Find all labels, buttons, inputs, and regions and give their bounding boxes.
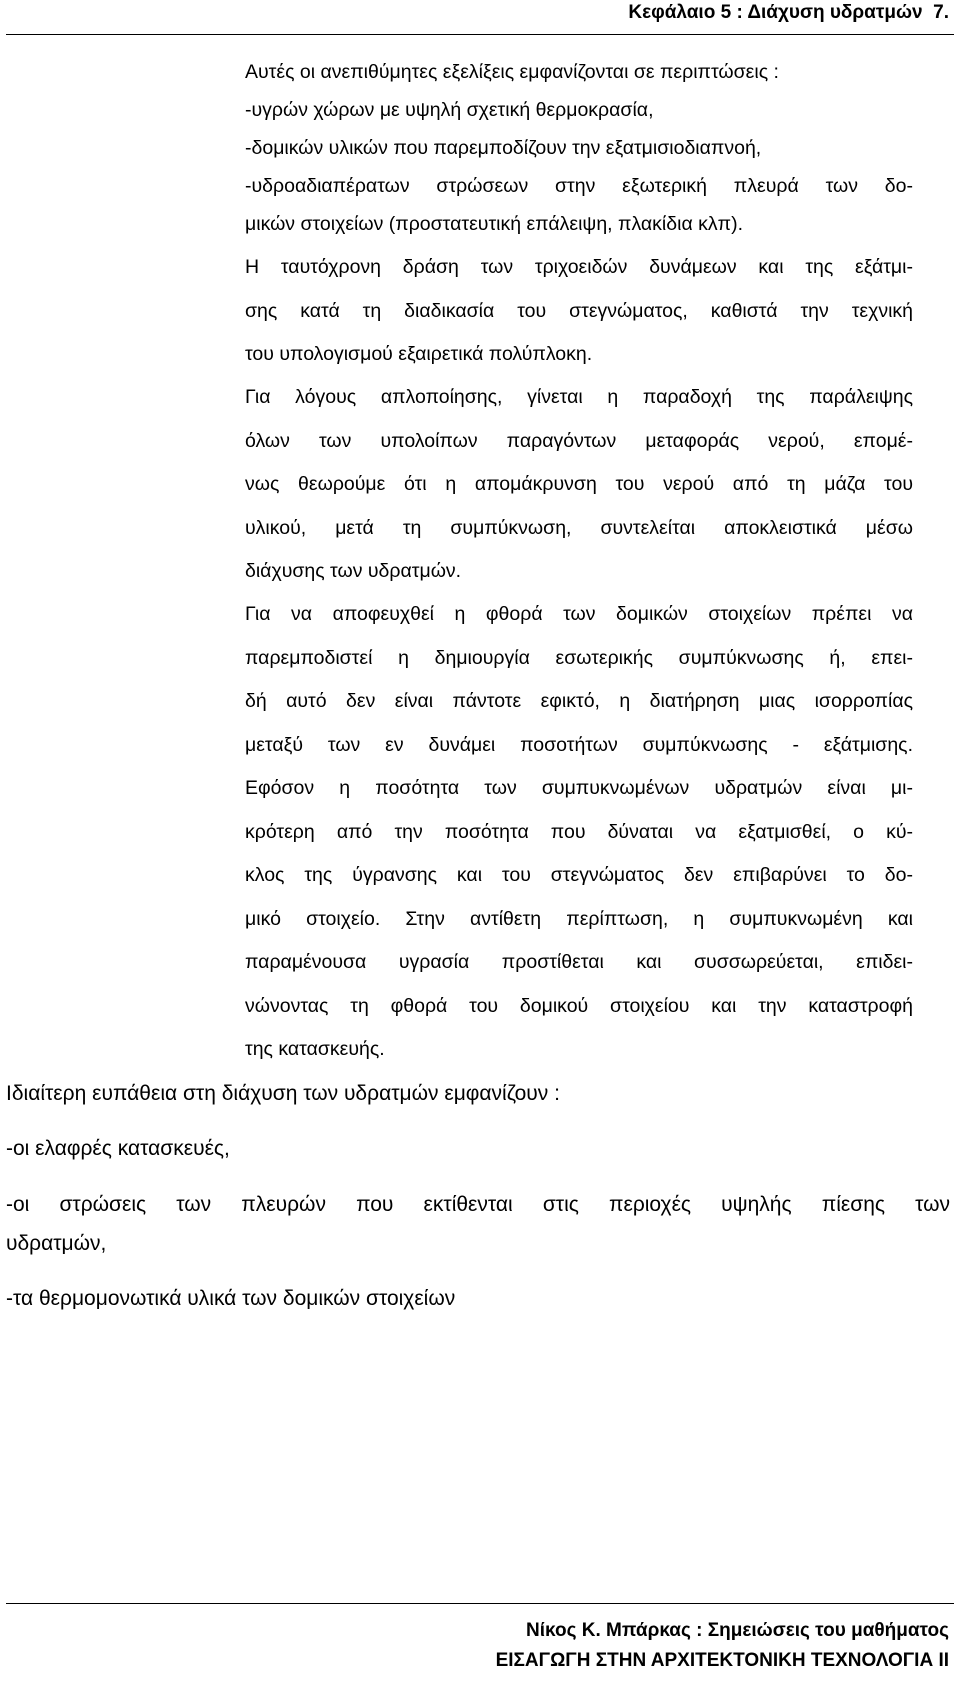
paragraph-line: διάχυσης των υδρατμών. bbox=[245, 560, 462, 582]
paragraph-line: -υγρών χώρων με υψηλή σχετική θερμοκρασία, bbox=[245, 99, 654, 121]
paragraph-line: παραμένουσα υγρασία προστίθεται και συσσωρεύεται, επιδει- bbox=[245, 951, 913, 973]
paragraph-line: Εφόσον η ποσότητα των συμπυκνωμένων υδρατμών είναι μι- bbox=[245, 777, 913, 799]
paragraph-line: δή αυτό δεν είναι πάντοτε εφικτό, η διατήρηση μιας ισορροπίας bbox=[245, 690, 913, 712]
paragraph-line: νως θεωρούμε ότι η απομάκρυνση του νερού από τη μάζα του bbox=[245, 473, 913, 495]
list-item: -οι στρώσεις των πλευρών που εκτίθενται στις περιοχές υψηλής πίεσης των bbox=[6, 1193, 950, 1216]
paragraph-line: Η ταυτόχρονη δράση των τριχοειδών δυνάμεων και της εξάτμι- bbox=[245, 256, 913, 278]
paragraph-line: μεταξύ των εν δυνάμει ποσοτήτων συμπύκνωσης - εξάτμισης. bbox=[245, 734, 913, 756]
footer-course: ΕΙΣΑΓΩΓΗ ΣΤΗΝ ΑΡΧΙΤΕΚΤΟΝΙΚΗ ΤΕΧΝΟΛΟΓΙΑ ΙΙ bbox=[495, 1650, 949, 1671]
paragraph-line: παρεμποδιστεί η δημιουργία εσωτερικής συμπύκνωσης ή, επει- bbox=[245, 647, 913, 669]
paragraph-line: νώνοντας τη φθορά του δομικού στοιχείου και την καταστροφή bbox=[245, 995, 913, 1017]
paragraph-line: του υπολογισμού εξαιρετικά πολύπλοκη. bbox=[245, 343, 593, 365]
list-intro: Ιδιαίτερη ευπάθεια στη διάχυση των υδρατμών εμφανίζουν : bbox=[6, 1082, 560, 1105]
paragraph-line: Για να αποφευχθεί η φθορά των δομικών στοιχείων πρέπει να bbox=[245, 603, 913, 625]
footer-divider bbox=[6, 1603, 954, 1604]
chapter-title: Κεφάλαιο 5 : Διάχυση υδρατμών bbox=[628, 2, 923, 23]
paragraph-line: κλος της ύγρανσης και του στεγνώματος δεν επιβαρύνει το δο- bbox=[245, 864, 913, 886]
paragraph-line: μικών στοιχείων (προστατευτική επάλειψη, πλακίδια κλπ). bbox=[245, 213, 744, 235]
paragraph-line: της κατασκευής. bbox=[245, 1038, 385, 1060]
page-header bbox=[628, 2, 949, 24]
list-item: -οι ελαφρές κατασκευές, bbox=[6, 1137, 230, 1160]
list-item: -τα θερμομονωτικά υλικά των δομικών στοιχείων bbox=[6, 1287, 456, 1310]
paragraph-line: -δομικών υλικών που παρεμποδίζουν την εξατμισιοδιαπνοή, bbox=[245, 137, 762, 159]
paragraph-line: κρότερη από την ποσότητα που δύναται να εξατμισθεί, ο κύ- bbox=[245, 821, 913, 843]
paragraph-line: -υδροαδιαπέρατων στρώσεων στην εξωτερική πλευρά των δο- bbox=[245, 175, 913, 197]
page-number: 7. bbox=[933, 2, 949, 23]
paragraph-line: μικό στοιχείο. Στην αντίθετη περίπτωση, η συμπυκνωμένη και bbox=[245, 908, 913, 930]
paragraph-line: όλων των υπολοίπων παραγόντων μεταφοράς νερού, επομέ- bbox=[245, 430, 913, 452]
paragraph-line: σης κατά τη διαδικασία του στεγνώματος, καθιστά την τεχνική bbox=[245, 300, 913, 322]
footer-author: Νίκος Κ. Μπάρκας : Σημειώσεις του μαθήματος bbox=[526, 1620, 949, 1641]
header-divider bbox=[6, 34, 954, 35]
paragraph-line: Αυτές οι ανεπιθύμητες εξελίξεις εμφανίζονται σε περιπτώσεις : bbox=[245, 61, 779, 83]
paragraph-line: Για λόγους απλοποίησης, γίνεται η παραδοχή της παράλειψης bbox=[245, 386, 913, 408]
list-item-continuation: υδρατμών, bbox=[6, 1232, 107, 1255]
paragraph-line: υλικού, μετά τη συμπύκνωση, συντελείται αποκλειστικά μέσω bbox=[245, 517, 913, 539]
